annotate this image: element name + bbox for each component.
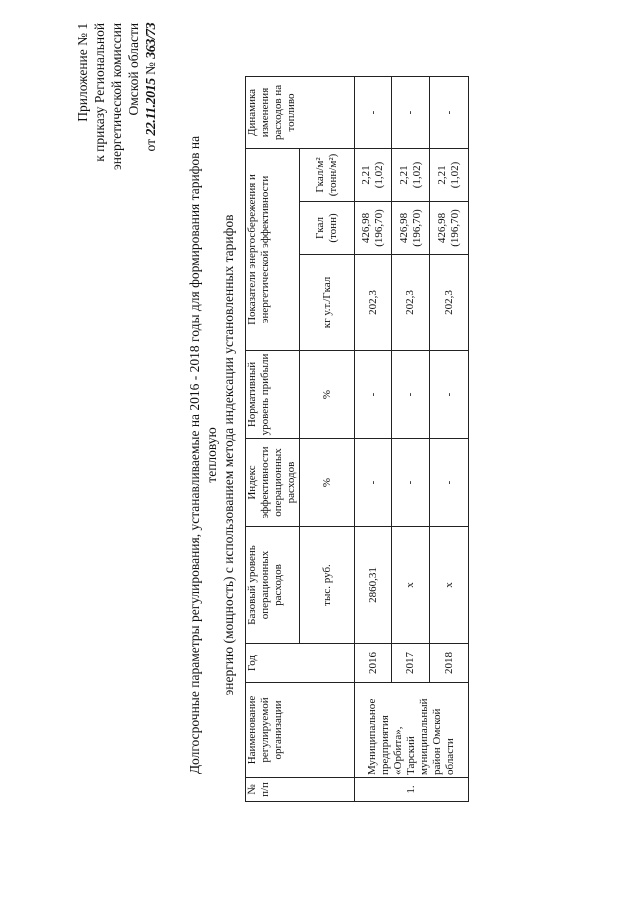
header-year: Год — [246, 644, 355, 683]
gcal-tonnes: (196,70) — [373, 209, 385, 247]
document-heading — [186, 115, 237, 795]
cell-fuel: 202,3 — [355, 255, 392, 351]
cell-gcal-m2 — [392, 149, 430, 202]
unit-thousand-rub: тыс. руб. — [300, 527, 355, 644]
cell-profit: - — [355, 351, 392, 439]
org-num: 1. — [355, 778, 469, 802]
cell-index: - — [355, 439, 392, 527]
cell-profit: - — [392, 351, 430, 439]
handwritten-date: 22.11.2015 — [144, 78, 159, 136]
cell-gcal — [430, 202, 469, 255]
gcal-m2-tonnes: (1,02) — [373, 161, 385, 189]
cell-base: х — [430, 527, 469, 644]
gcal-tonnes: (196,70) — [449, 209, 461, 247]
header-num: № п/п — [246, 778, 355, 802]
cell-index: - — [392, 439, 430, 527]
gcal-m2-value: 2,21 — [436, 165, 448, 185]
unit-gcal: Гкал (тонн) — [300, 202, 355, 255]
heading-line-1: Долгосрочные параметры регулирования, устанавливаемые на 2016 - 2018 годы для формирования тарифов на тепловую — [187, 135, 219, 775]
cell-base: 2860,31 — [355, 527, 392, 644]
appendix-block — [74, 23, 160, 170]
unit-fuel: кг у.т./Гкал — [300, 255, 355, 351]
cell-gcal — [355, 202, 392, 255]
cell-fuel: 202,3 — [430, 255, 469, 351]
cell-dynamics: - — [355, 77, 392, 149]
number-prefix: № — [143, 62, 158, 76]
header-profit-level: Нормативный уровень прибыли — [246, 351, 300, 439]
cell-gcal-m2 — [430, 149, 469, 202]
cell-index: - — [430, 439, 469, 527]
cell-year: 2018 — [430, 644, 469, 683]
gcal-m2-tonnes: (1,02) — [410, 161, 423, 189]
appendix-region-line: Омской области — [126, 22, 141, 116]
cell-dynamics: - — [392, 77, 430, 149]
appendix-order-line: к приказу Региональной — [92, 22, 107, 162]
parameters-table — [245, 76, 469, 802]
gcal-tonnes: (196,70) — [410, 209, 423, 247]
gcal-value: 426,98 — [360, 212, 372, 244]
gcal-m2-tonnes: (1,02) — [449, 161, 461, 189]
cell-fuel: 202,3 — [392, 255, 430, 351]
unit-percent-index: % — [300, 439, 355, 527]
cell-dynamics: - — [430, 77, 469, 149]
header-efficiency-index: Индекс эффективности операционных расходов — [246, 439, 300, 527]
appendix-title: Приложение № 1 — [75, 22, 90, 122]
org-name: Муниципальное предприятия «Орбита», Тарский муниципальный район Омской области — [355, 683, 469, 778]
cell-gcal — [392, 202, 430, 255]
appendix-commission-line: энергетической комиссии — [109, 22, 124, 170]
header-organization: Наименование регулируемой организации — [246, 683, 355, 778]
unit-percent-profit: % — [300, 351, 355, 439]
date-prefix: от — [143, 139, 158, 152]
gcal-m2-value: 2,21 — [397, 165, 410, 185]
appendix-date-line — [142, 23, 160, 170]
cell-year: 2017 — [392, 644, 430, 683]
cell-year: 2016 — [355, 644, 392, 683]
cell-profit: - — [430, 351, 469, 439]
header-energy-indicators: Показатели энергосбережения и энергетической эффективности — [246, 149, 300, 351]
header-base-level: Базовый уровень операционных расходов — [246, 527, 300, 644]
heading-line-2: энергию (мощность) с использованием метода индексации установленных тарифов — [221, 214, 236, 696]
gcal-m2-value: 2,21 — [360, 165, 372, 185]
gcal-value: 426,98 — [397, 212, 410, 244]
table-row — [355, 77, 392, 802]
header-fuel-dynamics: Динамика изменения расходов на топливо — [246, 77, 355, 149]
cell-gcal-m2 — [355, 149, 392, 202]
unit-gcal-m2: Гкал/м² (тонн/м²) — [300, 149, 355, 202]
gcal-value: 426,98 — [436, 212, 448, 244]
cell-base: х — [392, 527, 430, 644]
handwritten-number: 363/73 — [144, 22, 159, 59]
